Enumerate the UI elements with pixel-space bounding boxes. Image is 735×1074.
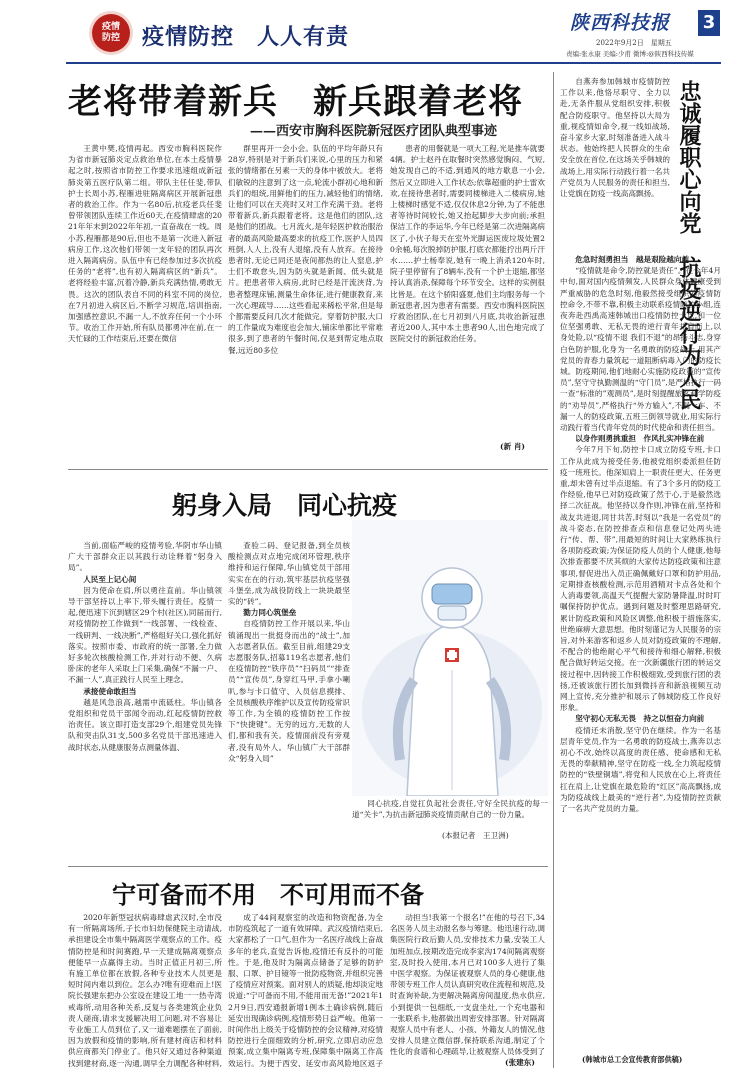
sidebar-body: 危急时刻勇担当 越是艰险越向前 “疫情就是命令,防控就是责任”。在今年4月中旬,面对国内疫情频发,人民群众身体健康受到严重威胁的危急时刻,他毅然接受组织的疫情防控命令,不带不靠,积极主动联系疫情防控小组,连夜奔赴西禹高速韩城出口疫情防控卡点,和一位位坚强勇敢、无私无畏的逆行青年并肩而上,以身处险,以“疫情不退 我们不退”的昂扬斗志,身穿白色防护服,化身为一名勇敢的防疫战士,用其产党员的青春力量筑起一道阻断病毒入门的防疫长城。防疫期间,他们地耐心实施防疫政策的“宣传员”,坚守守执勤测温的“守门员”,是严格执行一码一查“标准的”观测员”,是时刻提醒旅客科学防疫的“劝导员”,严格执行“外方输入”,不漏一车、不漏一人的防疫政策,五班三倒领导就业,用实际行动践行着当代青年党员的时代使命和责任担当。 以身作则勇挑重担 作风扎实冲锋在前 今年7月下旬,防控卡口成立防疫专班,卡口工作从此成为接受任务,他被党组织委派担任防疫一班班长。他深知肩上一职责任更大、任务更重,却未曾有过半点退缩。有了3个多月的防疫工作经验,他早已对防疫政策了然于心,于是毅然选择二次征战。他坚持以身作则,冲锋在前,坚持和战友共进退,同甘共苦,时刻以“我是一名党员”的战斗姿态,在防控排查点和信息登记处两头进行“传、帮、带”,用最短的时间让大家熟练执行各项防疫政策;为保证防疫人员的个人健康,他每次排查都要不厌其烦的大家传达防疫政策和注意事项,督促进出入员正确佩戴好口罩和防护用品,定期排查核酸检测,示范用酒精对卡点各处和个人消毒要领,高温天气提醒大家防暑降温,时时叮嘱保持防护优点。遇到问题及时整理思路研究,累计防疫政策和风险区调整,他积极于措施落实,世绝麻痹大意思想。他时刻谨记为人民服务的宗旨,对外来游客和返乡人员对防疫政策的不理解,不配合的他绝耐心平气和接待和细心解释,积极配合做好转运交接。在一次新疆旅行团的转运交接过程中,因转接工作积极细致,受到旅行团的表扬,还被该旅行团长加到微抖音和新浪视频互动网上宣传,充分推护和展示了韩城防疫工作良好形象。 坚守初心无私无畏 持之以恒奋力向前 疫情还未消散,坚守仍在继续。作为一名基层青年党员,作为一名勇敢的防疫战士,燕奔以志初心不改,始终以高度的责任感、使命感和无私无畏的奉献精神,坚守在防疫一线,全力筑起疫情防控的“铁壁铜墙”,将党和人民放在心上,将责任扛在肩上,让党旗在最危险的“红区”高高飘扬,成为防疫战线上最美的“逆行者”,为疫情防控贡献了一名共产党员的力量。 bbox=[560, 255, 721, 813]
article3-col3: 动担当!我第一个报名!”在他的号召下,34名医务人员主动报名参与筹建。他迅速行动,调集医院行政后勤人员,安排技术力量,安装工人加班加点,按期改造完成李家沟174间隔离观察室,及时投入使用,本月已对100多人进行了集中医学观察。为保证被观察人员的身心健康,他带领专班工作人员认真研究收住流程和规范,及时查询补缺,为更解决隔离房间温度,热水供应,小到提供一包细纸,一支盘坐灶,一个充电器和一张联系卡,他都做出周密安排部署。针对隔离观察人员中有老人、小孩、外籍友人的情况,他安排人员建立微信群,保持联系沟通,制定了个性化的食谱和心理疏导,让被观察人员体受到了 bbox=[390, 913, 545, 1057]
badge-line-2: 防控 bbox=[101, 33, 120, 43]
article2-col1: 当前,面临严峻的疫情考验,华阴市华山镇广大干部群众正以其践行动诠释着“躬身入局”。 人民至上记心间 因为使命在肩,所以勇往直前。华山镇领导干部坚持以上率下,带头履行责任。疫情一起,便迅速下沉到辖区29个村(社区),同届而行,对疫情防控工作做到“一线部署、一线检查、一线研判、一线决断”,严格组好关口,强化抓好落实。按照市委、市政府的统一部署,全力做好多轮次核酸检测工作,并对行动不便、久病卧床的老年人采取上门采集,确保“不漏一户、不漏一人”,真正践行人民至上理念。 承接使命敢担当 越是风急浪高,越需中流砥柱。华山镇各党组织和党员干部闻令而动,红起疫情防控救治责任。该立即打造支部29个,组建党员先锋队和突击队31支,500多名党员干部迅速进入战时状态,从健康服务点测量体温、 bbox=[68, 541, 222, 752]
sidebar-intro: 自燕奔参加韩城市疫情防控工作以来,他恪尽职守、全力以赴,无条件服从党组织安排,积极配合防疫职守。他坚持以大局为重,视疫情如命令,视一线如战场,奋斗家乡大家,时刻准备进入战斗状态。他始终把人民群众的生命安全放在首位,在这场关乎韩城的战场上,用实际行动践行着一名共产党员为人民服务的责任和担当,让党旗在防疫一线高高飘扬。 bbox=[560, 77, 670, 199]
page-number: 3 bbox=[698, 10, 720, 36]
masthead-rule bbox=[66, 62, 721, 64]
article1-col1: 王黄中樊,疫情再起。西安市胸科医院作为省市新冠肺炎定点救治单位,在本土疫情暴起之时,按照省市防控工作要求迅速组成新冠肺炎第五医疗队第二组。带队主任任斐,带队护士长周小苏,程雁进驻隔离病区开展新冠患者的救治工作。作为一名80后,抗疫老兵任斐曾带领团队连续工作近60天,在疫情肆虐的2021年年末到2022年年初,一直奋战在一线。周小苏,程雁都是90后,但也不是第一次进入新冠病房工作,这次他们带领一支年轻的团队再次进入隔离病房。队伍中有已经参加过多次抗疫任务的“老将”,也有初入隔离病区的“新兵”。老将经验丰富,沉着冷静,新兵充满热情,勇敢无畏。这次的团队表自不同的科室不同的岗位,在7月初进入病区后,不断学习规范,培训指南,加强感控意识,不漏一人,不放弃任何一个小环节。收治工作开始,所有队员都勇冲在前,在一天忙碌的工作结束后,还要在微信 bbox=[68, 144, 222, 344]
article1-subhead: ——西安市胸科医院新冠医疗团队典型事迹 bbox=[250, 124, 498, 139]
sidebar-byline: (韩城市总工会宣传教育部供稿) bbox=[582, 1055, 683, 1064]
article3-col1: 2020年新型冠状病毒肆虐武汉时,全市没有一所隔离场所,子长市妇幼保健院主动请战,承担建设全市集中隔离医学观察点的工作。疫情防控是和时间赛跑,早一天建成隔离观察点便能早一点赢得主动。当时正值正月初三,所有施工单位都在放假,各种专业技术人员更是短时间内难以到位。怎么办?唯有迎难而上!医院长强建东把办公室设在建设工地一一热寺湾戒毒所,动用各种关系,反复与各类建筑企业负责人磋商,请求支援解决用工问题,对不容易让专业施工人员到位了,又一道难题摆在了面前,因为放假和疫情的影响,所有建材商店和材料供应商都关门停业了。他只好又通过各种渠道找到建材商,逐一沟通,调早全力调配各种材料, bbox=[68, 913, 222, 1068]
article1-col3: 患者的用餐就是一项大工程,光是推车就要4辆。护士赵丹在取餐时突然感觉胸闷、气短,她发现自己的不适,到通风的地方歇息一小会,然后又立即进入工作状态;依靠超重的护士雷欢欢,在接待患者时,需要同楼梯进入二楼病房,她上楼梯时感觉不适,仅仅休息2分钟,为了不能患者等待时间较长,她又抬起脚步大步向前;承担保洁工作的李运华,今年已经是第二次进隔离病区了,小伙子每天在室外光脚运医废垃圾处置20余桶,每次脱掉防护服,打底衣都能拧出两斤汗水……护士杨奉说,她有一晚上消杀120车时,院子里停留有了8辆车,没有一个护士退缩,都坚持认真消杀,保障每个环节安全。这样的实例很比皆是。在这个骄阳盛夏,他们主均服务每一个新冠患者,因为患者有需要。西安市胸科医院医疗救治团队,在七月初到八月底,共收治新冠患者近200人,其中本土患者90人,出色地完成了医院交付的新冠救治任务。 bbox=[390, 144, 545, 344]
article2-divider bbox=[68, 866, 548, 867]
article2-byline: (本报记者 王卫洲) bbox=[442, 831, 509, 840]
badge-line-1: 疫情 bbox=[101, 22, 120, 32]
nurse-figure-svg bbox=[352, 520, 548, 796]
article3-headline: 宁可备而不用 不可用而不备 bbox=[112, 880, 424, 909]
issue-date: 2022年9月2日 星期五 bbox=[596, 39, 672, 47]
epidemic-badge bbox=[92, 14, 130, 52]
sidebar-section-2: 以身作则勇挑重担 作风扎实冲锋在前 bbox=[575, 434, 705, 444]
article3-byline: (张建东) bbox=[505, 1058, 535, 1067]
article2-section-3: 勠力同心筑堡垒 bbox=[243, 608, 297, 618]
article2-col3: 同心抗疫,自觉扛负起社会责任,守好全民抗疫的每一道“关卡”,为抗击新冠肺炎疫情贡献自己的一份力量。 bbox=[352, 799, 548, 820]
article2-headline: 躬身入局 同心抗疫 bbox=[172, 491, 398, 520]
editor-credits: 责编:张永康 美编:少甫 微博:@陕西科技传媒 bbox=[566, 50, 694, 58]
section-title: 疫情防控 人人有责 bbox=[142, 24, 350, 50]
article1-col2: 群里再开一会小会。队伍的平均年龄只有28岁,特别是对于新兵们来说,心里的压力和紧张的情绪都在另素一天的身体中被放大。老将们敏锐的注意到了这一点,轮流小群初心地和新兵们的组统,用鲜他们的压力,减轻他们的情绪,让他们可以在天亮时又对工作充满干劲。老将带着新兵,新兵跟着老将。这是他们的团队,这是他们的团战。七月流火,是年轻医护救治服治者的最高风险最高要求的抗疫工作,医护人员四班倒,人人上,没有人退缩,没有人放弃。在接待患者时,无论已同还是夜间都热的让人窒息,护士们不敢怠头,因为防头就是新闻、低头就是片。把患者带入病房,此时已经是汗流浃背,为患者整理床铺,测量生命体征,进行健康教育,来一次心理疏导……这些看起来稀松平常,但是每个都需要反问几次才能做完。穿着防护服,大口的工作量成为难度也会加大,铺床单都比平常难很多,到了患者的午餐时间,仅是到帮定地点取餐,远近80多位 bbox=[228, 144, 383, 355]
article3-col2: 成了44间观察室的改造和物资配备,为全市防疫筑起了一道有效屏障。武汉疫情结束后,大家都松了一口气,但作为一名医疗战线上奋战多年的老兵,直觉告诉他,疫情还有反扑的可能性。于是,他及时为隔离点储备了足够的防护服、口罩、护目镜等一批防疫物资,并组织完善了疫情应对预案。面对别人的质疑,他却淡定地说道:“宁可备而不用,不能用而无备!”2021年12月9日,西安通报新增1例本土确诊病例,随后延安出现确诊病例,疫情形势日益严峻。他第一时间作出上级关于疫情防控的会议精神,对疫情防控进行全面细致的分析,研究,立即启动应急预案,成立集中隔离专班,保障集中隔离工作高效运行。为便于西安、延安市高风险地区返子 bbox=[228, 913, 383, 1068]
masthead bbox=[0, 0, 735, 62]
article2-col2: 查验二码、登记报备,到全员核酸检测点对点地完成闭环管理,秩序维持和运行保障,华山镇党员干部用实实在在的行动,筑牢基层抗疫坚强斗堡垒,成为战役防线上一块块最坚实的“砖”。 勠力同心筑堡垒 自疫情防控工作开展以来,华山镇涌现出一批挺身而出的“战士”,加入志愿者队伍。截至目前,组建29支志愿服务队,招募119名志愿者,他们在疫情防控“铁序员”“扫码员”“排查员”“宣传员”,身穿红马甲,手拿小喇叭,参与卡口值守、入员信息摸排、全员核酸秩序维护以及宣传防疫常识等工作,为全镇的疫情防控工作按下“快捷键”。无穷的远方,无数的人们,都和我有关。疫情面前没有旁观者,没有局外人。华山镇广大干部群众“躬身入局” bbox=[228, 541, 350, 763]
article1-byline: (新 肖) bbox=[500, 442, 526, 451]
sidebar-divider bbox=[553, 72, 554, 1068]
article1-divider bbox=[68, 469, 548, 470]
article2-section-1: 人民至上记心间 bbox=[83, 574, 137, 584]
article1-headline: 老将带着新兵 新兵跟着老将 bbox=[68, 82, 523, 122]
sidebar-headline: 忠诚履职心向党 抗疫逆行为人民 bbox=[676, 80, 702, 410]
nurse-illustration bbox=[352, 520, 548, 796]
sidebar-section-1: 危急时刻勇担当 越是艰险越向前 bbox=[575, 255, 690, 264]
sidebar-section-3: 坚守初心无私无畏 持之以恒奋力向前 bbox=[575, 714, 705, 724]
article2-section-2: 承接使命敢担当 bbox=[83, 686, 137, 696]
paper-name: 陕西科技报 bbox=[570, 12, 671, 34]
